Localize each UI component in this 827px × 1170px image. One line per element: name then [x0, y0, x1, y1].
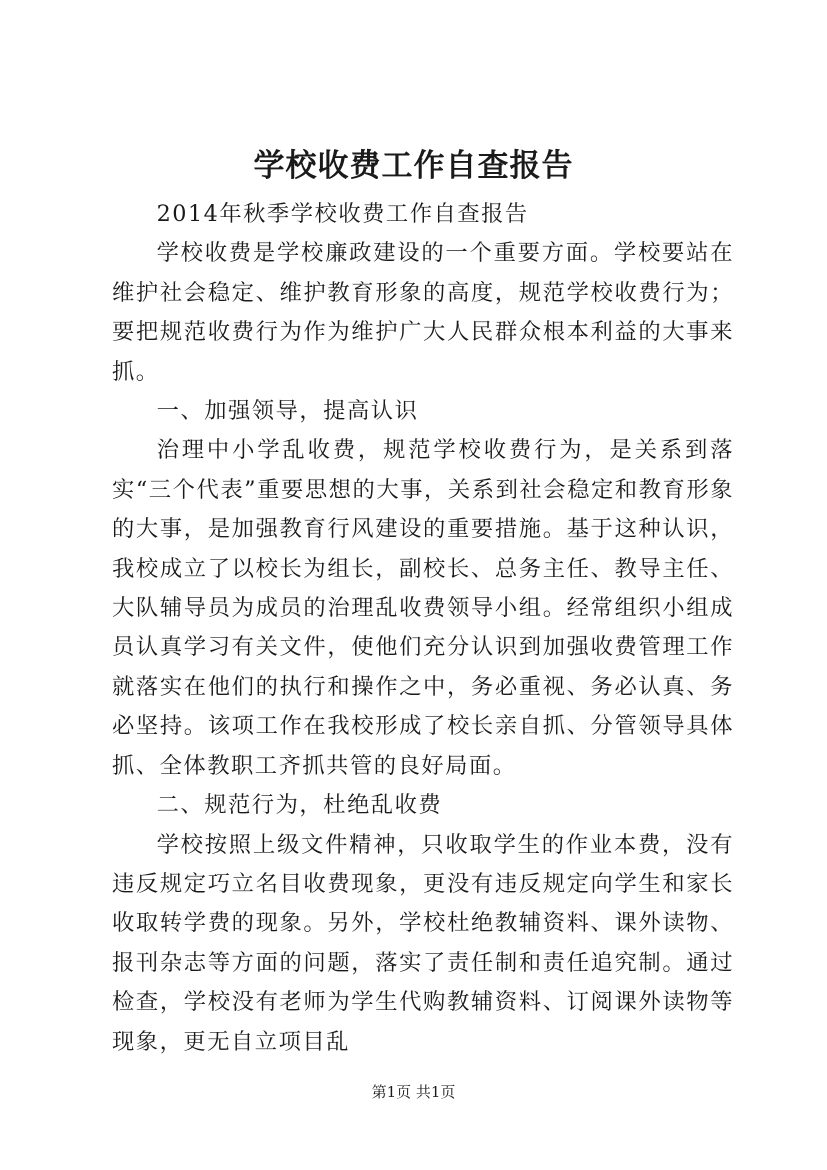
page-footer: 第1页 共1页	[371, 1083, 456, 1101]
document-body	[112, 195, 734, 1062]
section-heading-2: 二、规范行为，杜绝乱收费	[156, 792, 443, 819]
intro-paragraph: 学校收费是学校廉政建设的一个重要方面。学校要站在维护社会稳定、维护教育形象的高度，规范学校收费行为；要把规范收费行为作为维护广大人民群众根本利益的大事来抓。	[112, 240, 734, 385]
section-heading-1: 一、加强领导，提高认识	[156, 398, 419, 425]
section-1-paragraph: 治理中小学乱收费，规范学校收费行为，是关系到落实“三个代表”重要思想的大事，关系到社会稳定和教育形象的大事，是加强教育行风建设的重要措施。基于这种认识，我校成立了以校长为组长，副校长、总务主任、教导主任、大队辅导员为成员的治理乱收费领导小组。经常组织小组成员认真学习有关文件，使他们充分认识到加强收费管理工作就落实在他们的执行和操作之中，务必重视、务必认真、务必坚持。该项工作在我校形成了校长亲自抓、分管领导具体抓、全体教职工齐抓共管的良好局面。	[112, 437, 734, 779]
subtitle-paragraph: 2014年秋季学校收费工作自查报告	[156, 201, 529, 227]
document-title: 学校收费工作自查报告	[253, 148, 574, 184]
section-2-paragraph: 学校按照上级文件精神，只收取学生的作业本费，没有违反规定巧立名目收费现象，更没有违反规定向学生和家长收取转学费的现象。另外，学校杜绝教辅资料、课外读物、报刊杂志等方面的问题，落实了责任制和责任追究制。通过检查，学校没有老师为学生代购教辅资料、订阅课外读物等现象，更无自立项目乱	[112, 831, 734, 1055]
